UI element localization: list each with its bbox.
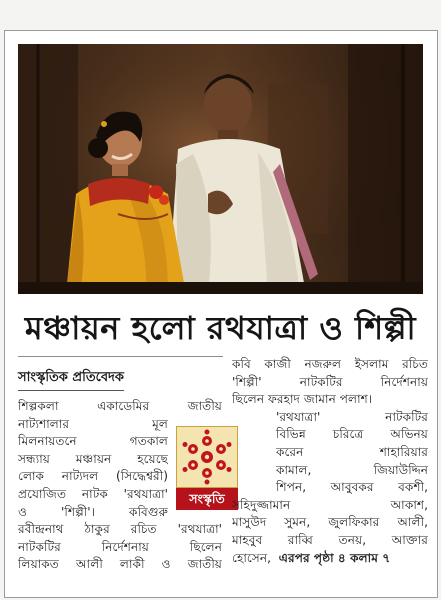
text-line: সন্ধ্যায় মঞ্চায়ন হয়েছে bbox=[18, 451, 168, 466]
text-line: লোক নাট্যদল (সিদ্ধেশ্বরী) bbox=[18, 469, 168, 484]
text-line: মাহবুব রাব্বি তনয়, আক্তার bbox=[232, 532, 428, 547]
text-line: প্রযোজিত নাটক 'রথযাত্রা' bbox=[18, 486, 168, 501]
byline: সাংস্কৃতিক প্রতিবেদক bbox=[18, 368, 124, 391]
article-column-right bbox=[232, 356, 428, 567]
text-line: কবি কাজী নজরুল ইসলাম রচিত bbox=[232, 357, 428, 371]
text-line: 'শিল্পী' নাটকটির নির্দেশনায় bbox=[232, 374, 428, 389]
last-line-text: হোসেন, bbox=[232, 550, 271, 565]
continued-jump-link[interactable]: এরপর পৃষ্ঠা ৪ কলাম ৭ bbox=[278, 550, 391, 565]
text-line: শিপন, আবুবকর বকশী, bbox=[276, 480, 428, 495]
text-line: নাটকটির নির্দেশনায় ছিলেন bbox=[18, 539, 222, 554]
headline-divider bbox=[18, 356, 223, 357]
text-line: লিয়াকত আলী লাকী ও জাতীয় bbox=[18, 557, 222, 572]
section-label: সংস্কৃতি bbox=[176, 488, 238, 510]
text-line: ছিলেন ফরহাদ জামান পলাশ। bbox=[232, 392, 373, 407]
text-line: বিভিন্ন চরিত্রে অভিনয় bbox=[276, 427, 428, 442]
text-line: ও 'শিল্পী'। কবিগুরু bbox=[18, 504, 168, 519]
section-logo bbox=[176, 426, 238, 510]
stage-photo bbox=[18, 44, 423, 294]
text-line: সহিদুজ্জামান আকাশ, bbox=[232, 497, 428, 512]
text-line: নাট্যশালার মূল bbox=[18, 416, 168, 431]
text-line: কামাল, জিয়াউদ্দিন bbox=[276, 462, 428, 477]
text-line: শিল্পকলা একাডেমির জাতীয় bbox=[18, 399, 222, 413]
text-line-last bbox=[232, 550, 428, 568]
headline: মঞ্চায়ন হলো রথযাত্রা ও শিল্পী bbox=[24, 309, 417, 347]
text-line: মিলনায়তনে গতকাল bbox=[18, 434, 168, 449]
stage-photo-image bbox=[18, 44, 423, 294]
text-line: করেন শাহারিয়ার bbox=[276, 444, 428, 459]
text-line: মাসুউদ সুমন, জুলফিকার আলী, bbox=[232, 515, 428, 530]
text-line: 'রথযাত্রা' নাটকটির bbox=[276, 409, 428, 424]
culture-emblem-icon bbox=[176, 426, 238, 488]
text-line: রবীন্দ্রনাথ ঠাকুর রচিত 'রথযাত্রা' bbox=[18, 522, 222, 537]
